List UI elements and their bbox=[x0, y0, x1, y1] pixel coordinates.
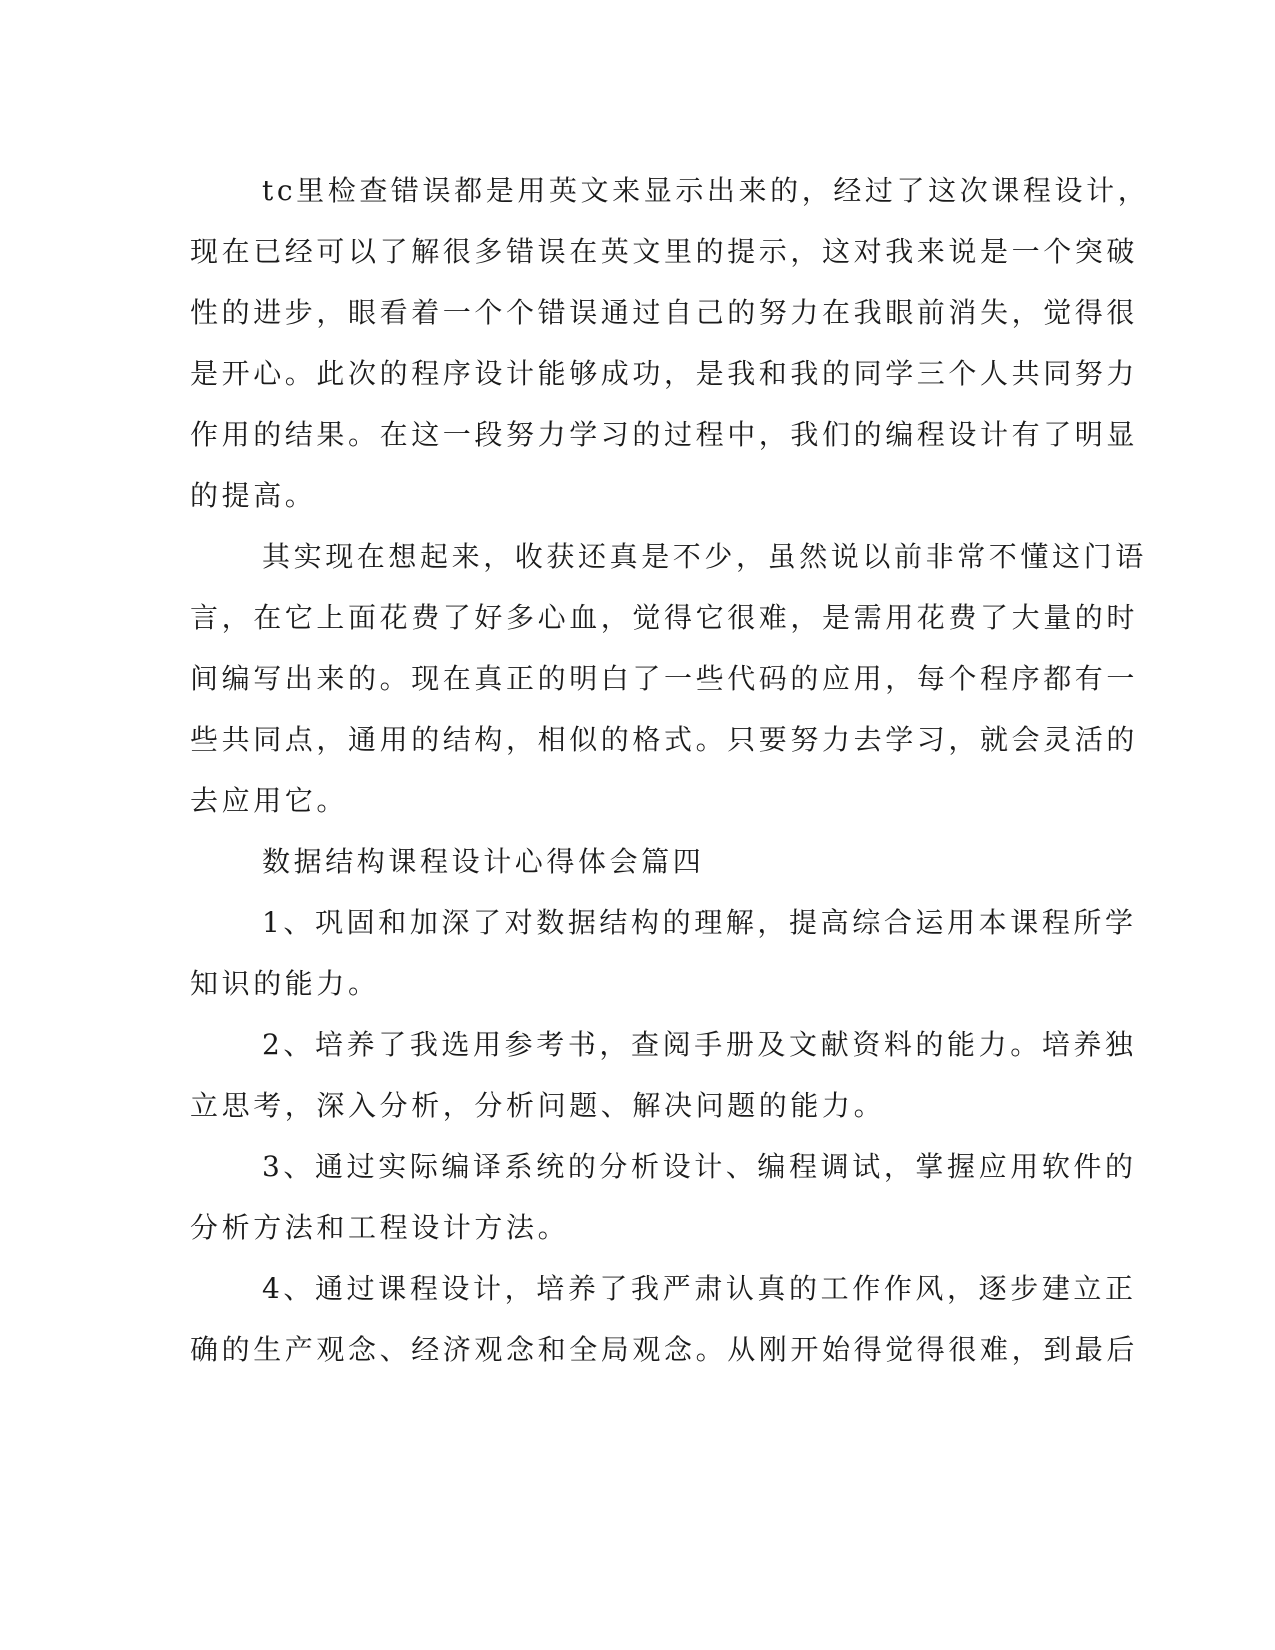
section-heading: 数据结构课程设计心得体会篇四 bbox=[262, 845, 705, 878]
text-line: 知识的能力。 bbox=[190, 967, 380, 1000]
text-line: 分析方法和工程设计方法。 bbox=[190, 1211, 570, 1244]
text-line: 1、巩固和加深了对数据结构的理解，提高综合运用本课程所学 bbox=[262, 906, 1137, 939]
text-line: 性的进步，眼看着一个个错误通过自己的努力在我眼前消失，觉得很 bbox=[190, 296, 1139, 329]
text-line: 是开心。此次的程序设计能够成功，是我和我的同学三个人共同努力 bbox=[190, 357, 1139, 390]
text-line: 的提高。 bbox=[190, 479, 317, 512]
text-line: tc里检查错误都是用英文来显示出来的，经过了这次课程设计， bbox=[262, 174, 1150, 207]
text-line: 4、通过课程设计，培养了我严肃认真的工作作风，逐步建立正 bbox=[262, 1272, 1137, 1305]
text-line: 去应用它。 bbox=[190, 784, 349, 817]
text-line: 作用的结果。在这一段努力学习的过程中，我们的编程设计有了明显 bbox=[190, 418, 1139, 451]
text-line: 立思考，深入分析，分析问题、解决问题的能力。 bbox=[190, 1089, 886, 1122]
text-line: 现在已经可以了解很多错误在英文里的提示，这对我来说是一个突破 bbox=[190, 235, 1139, 268]
text-line: 2、培养了我选用参考书，查阅手册及文献资料的能力。培养独 bbox=[262, 1028, 1137, 1061]
text-line: 言，在它上面花费了好多心血，觉得它很难，是需用花费了大量的时 bbox=[190, 601, 1139, 634]
text-line: 些共同点，通用的结构，相似的格式。只要努力去学习，就会灵活的 bbox=[190, 723, 1139, 756]
document-body bbox=[190, 160, 1150, 1380]
text-line: 间编写出来的。现在真正的明白了一些代码的应用，每个程序都有一 bbox=[190, 662, 1139, 695]
text-line: 3、通过实际编译系统的分析设计、编程调试，掌握应用软件的 bbox=[262, 1150, 1137, 1183]
text-line: 确的生产观念、经济观念和全局观念。从刚开始得觉得很难，到最后 bbox=[190, 1333, 1139, 1366]
text-line: 其实现在想起来，收获还真是不少，虽然说以前非常不懂这门语 bbox=[262, 540, 1147, 573]
